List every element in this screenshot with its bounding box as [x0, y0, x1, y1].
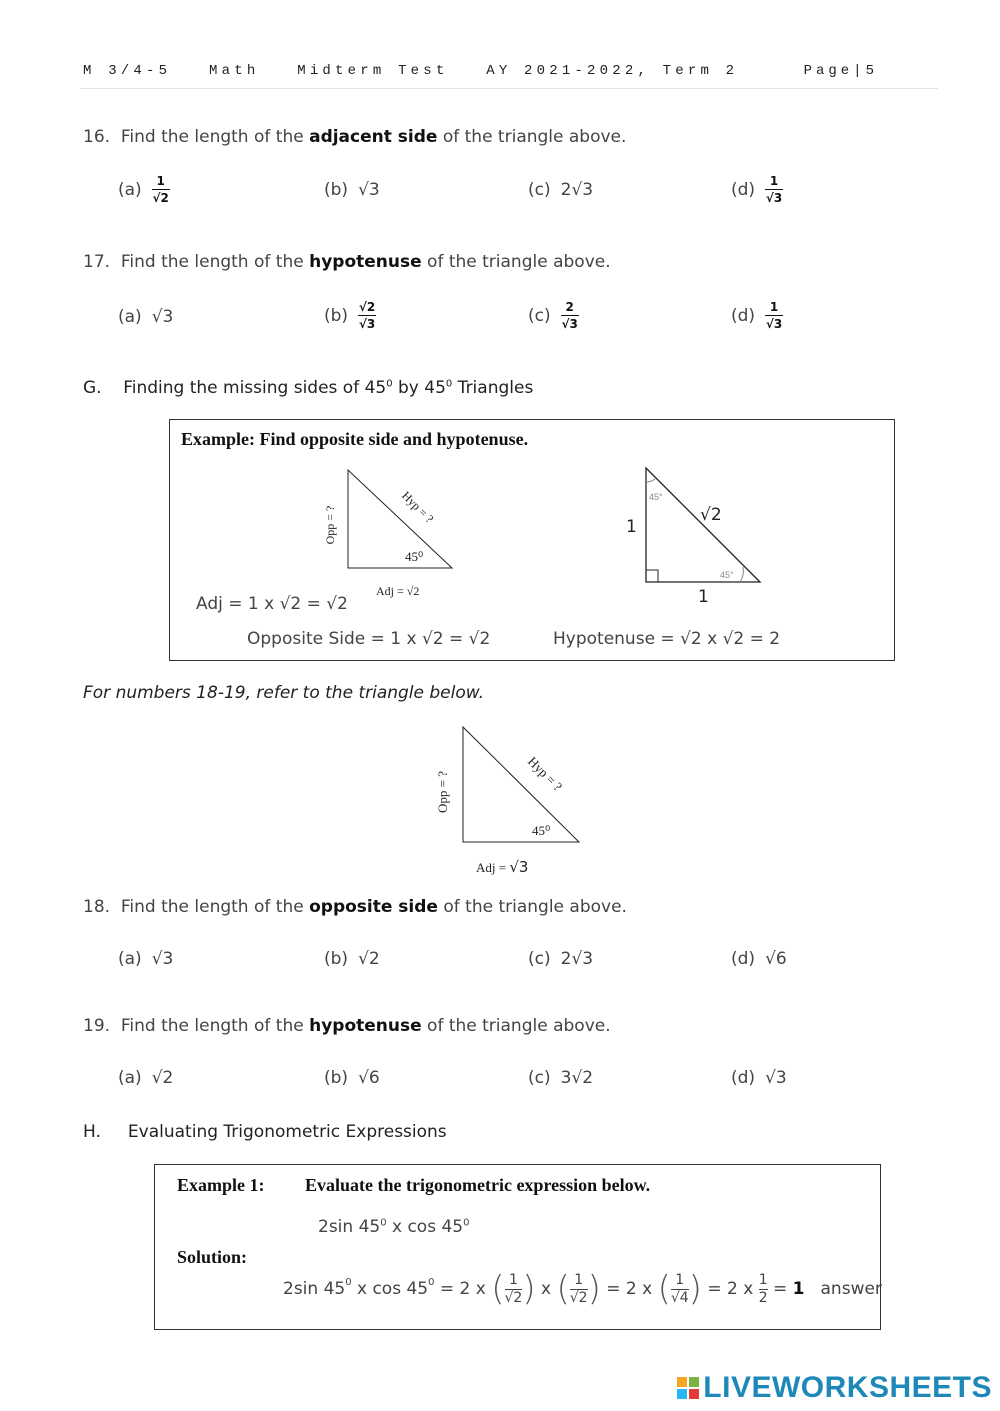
angle-label: 45⁰	[405, 549, 424, 564]
adj-prefix: Adj =	[476, 860, 510, 875]
question-16	[83, 127, 626, 147]
result: 1	[792, 1279, 805, 1299]
hyp-calculation: Hypotenuse = √2 x √2 = 2	[553, 629, 781, 649]
option-label: (b)	[324, 1068, 349, 1088]
question-text: Find the length of the	[120, 1016, 304, 1036]
option-label: (c)	[528, 1068, 551, 1088]
option-label: (c)	[528, 180, 551, 200]
section-title-part: Finding the missing sides of 45	[123, 378, 387, 398]
superscript: 0	[428, 1277, 435, 1288]
triangle-18-19	[425, 722, 605, 857]
sol-part: =	[767, 1279, 793, 1299]
sol-part: = 2 x	[600, 1279, 658, 1299]
paren-open: (	[556, 1269, 570, 1309]
expression	[318, 1217, 469, 1237]
section-letter: G.	[83, 378, 102, 398]
option-value: 2√3	[560, 949, 594, 969]
option-label: (b)	[324, 180, 349, 200]
option-label: (a)	[118, 307, 142, 327]
paren-close: )	[587, 1269, 601, 1309]
question-keyword: opposite side	[309, 897, 438, 917]
hyp-label: Hyp = ?	[525, 753, 566, 794]
example-h-box	[154, 1164, 881, 1330]
option-label: (b)	[324, 949, 349, 969]
q16-option-b[interactable]	[324, 180, 380, 200]
option-fraction: $\frac{1}{√2}$	[152, 174, 169, 205]
option-fraction: $\frac{1}{√3}$	[765, 174, 783, 205]
q19-option-c[interactable]	[528, 1068, 593, 1088]
option-value: √3	[151, 949, 174, 969]
header-divider	[80, 88, 938, 89]
question-keyword: adjacent side	[309, 127, 438, 147]
question-17	[83, 252, 611, 272]
sol-part: x cos 45	[351, 1279, 429, 1299]
superscript: 0	[345, 1277, 352, 1288]
solution-label: Solution:	[177, 1247, 248, 1267]
option-value: √3	[358, 180, 380, 200]
superscript: 0	[463, 1217, 470, 1229]
option-value: √2	[151, 1068, 174, 1088]
q19-option-b[interactable]	[324, 1068, 380, 1088]
q16-option-a[interactable]	[118, 175, 170, 204]
fraction-1-root2: 1 √2	[504, 1271, 523, 1306]
section-title: Evaluating Trigonometric Expressions	[127, 1122, 447, 1142]
answer-label: answer	[820, 1279, 882, 1299]
q16-option-d[interactable]	[731, 175, 783, 204]
fraction-1-root4: 1 √4	[670, 1271, 689, 1306]
times: x	[535, 1279, 557, 1299]
option-value: √3	[151, 307, 174, 327]
question-number: 17.	[83, 252, 111, 272]
top-angle-arc	[646, 478, 656, 482]
opp-calculation: Opposite Side = 1 x √2 = √2	[247, 629, 491, 649]
paren-open: (	[491, 1269, 505, 1309]
opp-label: Opp = ?	[323, 505, 337, 545]
q17-option-b[interactable]	[324, 301, 376, 330]
option-label: (d)	[731, 949, 756, 969]
question-text-end: of the triangle above.	[443, 897, 627, 917]
example-triangle	[348, 470, 452, 568]
q18-option-d[interactable]	[731, 949, 787, 969]
superscript: 0	[380, 1217, 387, 1229]
logo-text: LIVEWORKSHEETS	[703, 1371, 992, 1404]
option-label: (d)	[731, 1068, 756, 1088]
solution-line	[283, 1269, 882, 1309]
option-value: √6	[358, 1068, 380, 1088]
example-g-box	[169, 419, 895, 661]
superscript: 0	[445, 378, 453, 390]
question-keyword: hypotenuse	[309, 252, 422, 272]
logo-icon	[677, 1377, 699, 1399]
fraction-1-2: 1 2	[758, 1271, 768, 1306]
option-label: (c)	[528, 305, 551, 326]
page-number: Page|5	[803, 63, 878, 79]
right-triangle	[646, 468, 760, 582]
option-value: √2	[358, 949, 380, 969]
example-label: Example 1:	[177, 1175, 265, 1195]
q17-option-c[interactable]	[528, 301, 579, 330]
option-label: (b)	[324, 305, 349, 326]
paren-close: )	[688, 1269, 702, 1309]
page-header: M 3/4-5 Math Midterm Test AY 2021-2022, Term 2	[83, 63, 739, 79]
q19-option-d[interactable]	[731, 1068, 787, 1088]
right-angle-mark	[646, 570, 658, 582]
option-label: (d)	[731, 305, 756, 326]
sol-part: 2sin 45	[283, 1279, 346, 1299]
paren-open: (	[657, 1269, 671, 1309]
example-title: Example: Find opposite side and hypotenuse.	[181, 429, 529, 449]
question-number: 19.	[83, 1016, 111, 1036]
paren-close: )	[522, 1269, 536, 1309]
hyp-value: √2	[700, 505, 722, 525]
sol-part: = 2 x	[434, 1279, 492, 1299]
section-h-heading	[83, 1122, 447, 1142]
fraction-1-root2: 1 √2	[569, 1271, 588, 1306]
adj-calculation: Adj = 1 x √2 = √2	[196, 594, 348, 614]
option-fraction: $\frac{1}{√3}$	[765, 300, 783, 331]
option-label: (a)	[118, 179, 142, 200]
question-19	[83, 1016, 611, 1036]
question-number: 18.	[83, 897, 111, 917]
example-title: Evaluate the trigonometric expression below.	[305, 1175, 651, 1195]
sol-part: = 2 x	[701, 1279, 759, 1299]
superscript: 0	[386, 378, 393, 390]
section-title-part: Triangles	[452, 378, 534, 398]
q19-option-a[interactable]	[118, 1068, 173, 1088]
q18-option-a[interactable]	[118, 949, 173, 969]
base-label: 1	[698, 587, 709, 607]
opp-label: Opp = ?	[435, 771, 450, 813]
option-fraction: $\frac{√2}{√3}$	[358, 300, 376, 331]
option-value: √6	[765, 949, 787, 969]
side-label: 1	[626, 517, 637, 537]
bottom-angle: 45°	[720, 570, 734, 580]
q17-option-a[interactable]	[118, 307, 173, 327]
section-title-part: by 45	[392, 378, 446, 398]
adj-value: √3	[509, 858, 529, 876]
expr-part: 2sin 45	[318, 1217, 381, 1237]
example-right-triangle	[620, 460, 780, 610]
q18-option-c[interactable]	[528, 949, 593, 969]
option-value: 2√3	[560, 180, 594, 200]
question-text: Find the length of the	[120, 252, 304, 272]
question-text: Find the length of the	[120, 897, 304, 917]
option-fraction: $\frac{2}{√3}$	[561, 300, 578, 331]
q16-option-c[interactable]	[528, 180, 593, 200]
adj-label: Adj = √2	[376, 584, 420, 598]
question-keyword: hypotenuse	[309, 1016, 422, 1036]
expr-part: x cos 45	[386, 1217, 464, 1237]
question-18	[83, 897, 627, 917]
question-number: 16.	[83, 127, 111, 147]
liveworksheets-logo[interactable]	[677, 1371, 992, 1405]
option-value: √3	[765, 1068, 787, 1088]
option-label: (a)	[118, 1068, 142, 1088]
bottom-angle-arc	[740, 567, 743, 582]
question-text-end: of the triangle above.	[427, 252, 611, 272]
section-letter: H.	[83, 1122, 101, 1142]
adj-label-2	[476, 858, 528, 876]
q17-option-d[interactable]	[731, 301, 783, 330]
question-text-end: of the triangle above.	[442, 127, 627, 147]
option-value: 3√2	[560, 1068, 594, 1088]
question-text: Find the length of the	[120, 127, 304, 147]
question-text-end: of the triangle above.	[427, 1016, 611, 1036]
option-label: (c)	[528, 949, 551, 969]
option-label: (a)	[118, 949, 142, 969]
option-label: (d)	[731, 179, 756, 200]
section-g-heading	[83, 378, 533, 398]
instruction-note: For numbers 18-19, refer to the triangle below.	[83, 683, 484, 703]
top-angle: 45°	[649, 492, 663, 502]
angle-label: 45⁰	[532, 823, 551, 838]
q18-option-b[interactable]	[324, 949, 380, 969]
hyp-label: Hyp = ?	[399, 488, 437, 526]
